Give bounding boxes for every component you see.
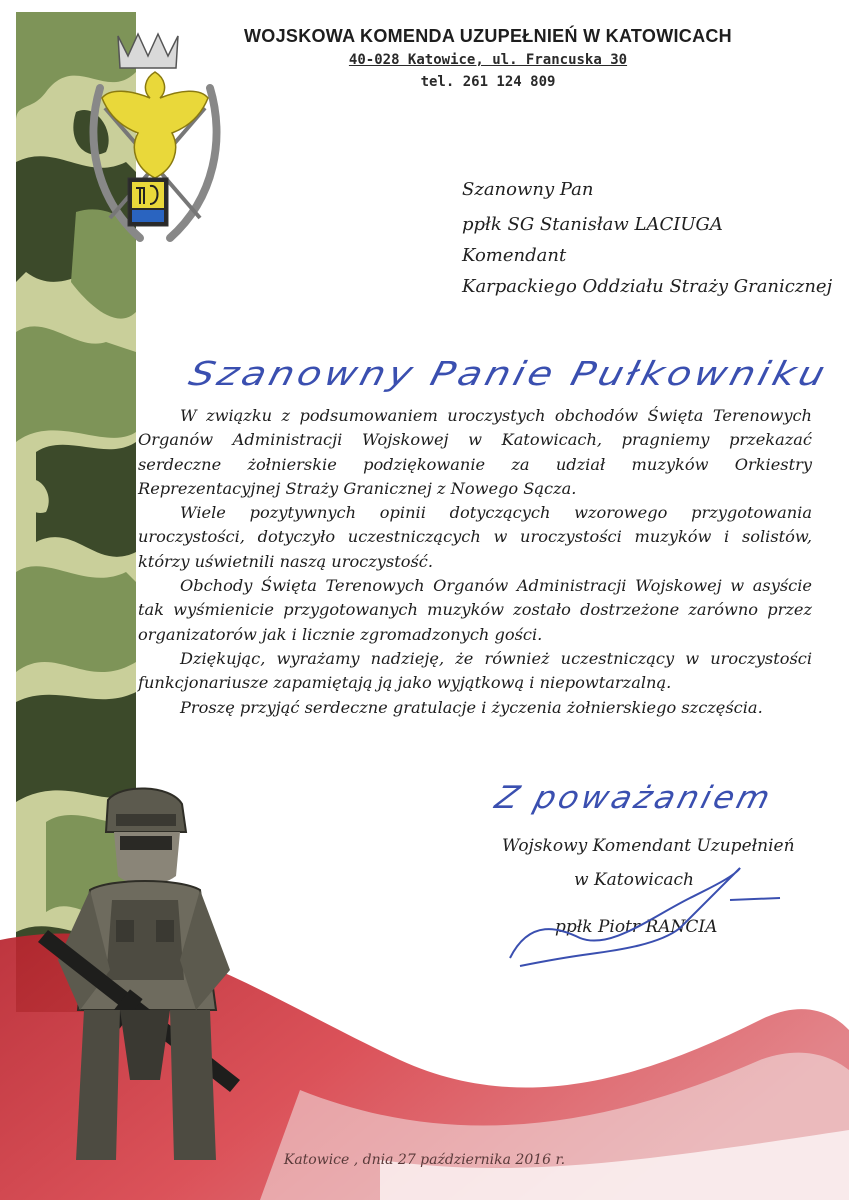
- recipient-unit: Karpackiego Oddziału Straży Granicznej: [462, 276, 833, 297]
- body-paragraph: Proszę przyjąć serdeczne gratulacje i życzenia żołnierskiego szczęścia.: [180, 697, 763, 717]
- recipient-salutation: Szanowny Pan: [462, 179, 594, 200]
- place-and-date: Katowice , dnia 27 października 2016 r.: [283, 1152, 566, 1168]
- recipient-block: [462, 174, 832, 302]
- soldier-illustration: [20, 780, 260, 1164]
- military-emblem-logo: [80, 28, 230, 258]
- institution-name: WOJSKOWA KOMENDA UZUPEŁNIEŃ W KATOWICACH: [244, 26, 732, 46]
- institution-phone: tel. 261 124 809: [420, 74, 556, 90]
- body-paragraph: Wiele pozytywnych opinii dotyczących wzorowego przygotowania uroczystości, dotyczyło uczestniczących w uroczystości muzyków i solistów, którzy uświetnili naszą uroczystość.: [138, 503, 812, 571]
- recipient-position: Komendant: [462, 245, 567, 266]
- signatory-city: w Katowicach: [574, 870, 694, 890]
- letter-body: [138, 404, 812, 720]
- handwritten-closing: Z poważaniem: [491, 780, 777, 816]
- body-paragraph: Dziękując, wyrażamy nadzieję, że również uczestniczący w uroczystości funkcjonariusze zapamiętają ją jako wyjątkową i niepowtarzalną.: [138, 648, 812, 693]
- signatory-title: Wojskowy Komendant Uzupełnień: [502, 836, 795, 856]
- body-paragraph: Obchody Święta Terenowych Organów Administracji Wojskowej w asyście tak wyśmienicie przygotowanych muzyków zostało dostrzeżone zarówno przez organizatorów jak i licznie zgromadzonych gości.: [138, 576, 812, 644]
- body-paragraph: W związku z podsumowaniem uroczystych obchodów Święta Terenowych Organów Administracji Wojskowej w Katowicach, pragniemy przekazać serdeczne żołnierskie podziękowanie za udział muzyków Orkiestry Reprezentacyjnej Straży Granicznej z Nowego Sącza.: [138, 406, 812, 498]
- signature-scribble-icon: [500, 858, 790, 968]
- institution-address: 40-028 Katowice, ul. Francuska 30: [348, 52, 628, 68]
- handwritten-salutation: Szanowny Panie Pułkowniku: [185, 354, 833, 393]
- recipient-name: ppłk SG Stanisław LACIUGA: [462, 214, 723, 235]
- signatory-name: ppłk Piotr RANCIA: [555, 917, 718, 937]
